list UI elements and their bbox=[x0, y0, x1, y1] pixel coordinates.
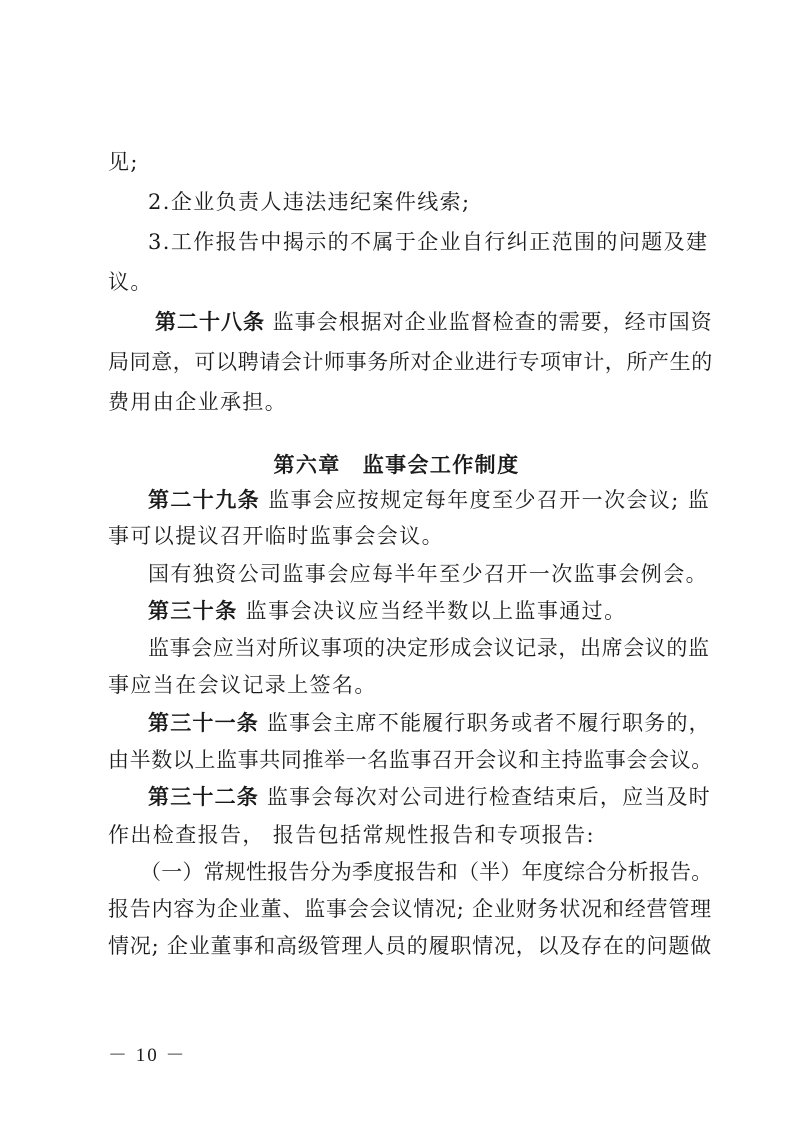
article-number: 第三十一条 bbox=[148, 711, 259, 735]
paragraph-line: 作出检查报告， 报告包括常规性报告和专项报告: bbox=[108, 823, 595, 847]
article-30-line: 第三十条 监事会决议应当经半数以上监事通过。 bbox=[148, 599, 627, 623]
chapter-heading bbox=[0, 450, 793, 480]
paragraph-line: 报告内容为企业董、监事会会议情况; 企业财务状况和经营管理 bbox=[108, 897, 712, 921]
paragraph-line: 见; bbox=[108, 150, 139, 174]
paragraph-line: 情况; 企业董事和高级管理人员的履职情况，以及存在的问题做 bbox=[108, 934, 712, 958]
paragraph-line: 监事会应当对所议事项的决定形成会议记录，出席会议的监 bbox=[148, 636, 710, 660]
paragraph-line: 局同意，可以聘请会计师事务所对企业进行专项审计，所产生的 bbox=[108, 350, 713, 374]
paragraph-line: 费用由企业承担。 bbox=[108, 390, 288, 414]
article-number: 第三十二条 bbox=[148, 785, 259, 809]
paragraph-line: 事可以提议召开临时监事会会议。 bbox=[108, 524, 444, 548]
article-number: 第二十八条 bbox=[155, 310, 265, 334]
article-28-line: 第二十八条 监事会根据对企业监督检查的需要，经市国资 bbox=[155, 310, 713, 334]
article-number: 第二十九条 bbox=[148, 488, 260, 512]
paragraph-line: 3.工作报告中揭示的不属于企业自行纠正范围的问题及建 bbox=[148, 230, 709, 254]
article-31-line: 第三十一条 监事会主席不能履行职务或者不履行职务的， bbox=[148, 711, 711, 735]
paragraph-line: 由半数以上监事共同推举一名监事召开会议和主持监事会会议。 bbox=[108, 748, 713, 772]
paragraph-line: 2.企业负责人违法违纪案件线索; bbox=[148, 190, 471, 214]
paragraph-line: 国有独资公司监事会应每半年至少召开一次监事会例会。 bbox=[148, 562, 708, 586]
chapter-title: 监事会工作制度 bbox=[362, 453, 520, 477]
chapter-number: 第六章 bbox=[273, 453, 341, 477]
article-29-line: 第二十九条 监事会应按规定每年度至少召开一次会议; 监 bbox=[148, 488, 711, 512]
paragraph-line: 事应当在会议记录上签名。 bbox=[108, 673, 377, 697]
article-number: 第三十条 bbox=[148, 599, 238, 623]
page-number: － 10 － bbox=[108, 1045, 187, 1066]
paragraph-line: 议。 bbox=[108, 270, 153, 294]
paragraph-line: （一）常规性报告分为季度报告和（半）年度综合分析报告。 bbox=[140, 860, 713, 884]
article-32-line: 第三十二条 监事会每次对公司进行检查结束后，应当及时 bbox=[148, 785, 711, 809]
